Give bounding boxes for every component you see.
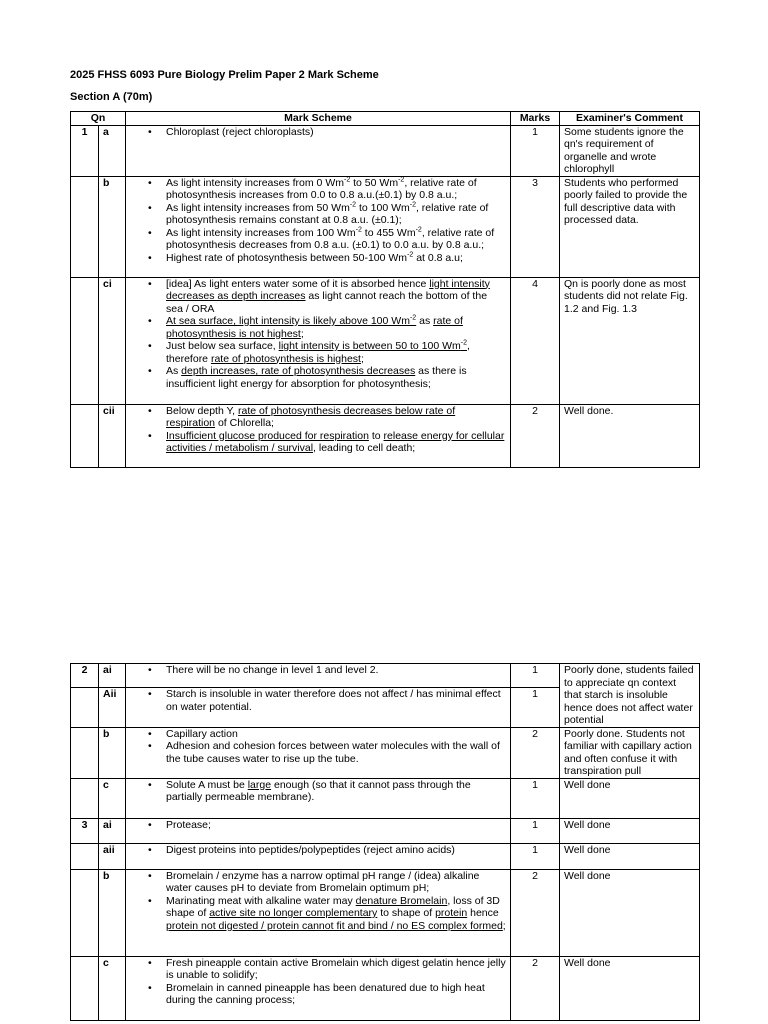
mark-point: • Highest rate of photosynthesis between 50-100 $Wm^{-2}$ at 0.8 a.u;: [130, 252, 506, 265]
mark-scheme-cell: [126, 956, 511, 1020]
mark-point: • Adhesion and cohesion forces between water molecules with the wall of the tube causes water to rise up the tube.: [130, 740, 506, 765]
question-part: b: [99, 727, 126, 778]
question-number: [71, 176, 99, 277]
mark-scheme-cell: [126, 818, 511, 843]
header-marks: Marks: [511, 112, 560, 126]
question-part: c: [99, 956, 126, 1020]
marks-cell: 2: [511, 869, 560, 956]
question-part: ai: [99, 818, 126, 843]
mark-points-list: [130, 405, 506, 455]
document-title: 2025 FHSS 6093 Pure Biology Prelim Paper 2 Mark Scheme: [70, 69, 379, 81]
question-part: cii: [99, 404, 126, 467]
header-examiners-comment: Examiner's Comment: [560, 112, 700, 126]
table-row: [71, 818, 700, 843]
mark-points-list: [130, 177, 506, 265]
question-part: b: [99, 869, 126, 956]
question-number: [71, 404, 99, 467]
mark-point: • Fresh pineapple contain active Bromelain which digest gelatin hence jelly is unable to solidify;: [130, 957, 506, 982]
examiner-comment: Some students ignore the qn's requirement of organelle and wrote chlorophyll: [560, 125, 700, 176]
table-row: [71, 778, 700, 818]
question-number: 3: [71, 818, 99, 843]
marks-cell: 2: [511, 404, 560, 467]
table-row: [71, 727, 700, 778]
table-row: [71, 404, 700, 467]
question-number: [71, 778, 99, 818]
examiner-comment: Poorly done, students failed to appreciate qn context that starch is insoluble hence does not affect water potential: [560, 664, 700, 728]
question-part: c: [99, 778, 126, 818]
mark-points-list: [130, 819, 506, 832]
question-number: 2: [71, 664, 99, 688]
mark-point: • At sea surface, light intensity is likely above 100 $Wm^{-2}$ as rate of photosynthesis is not highest;: [130, 315, 506, 340]
question-number: [71, 956, 99, 1020]
marks-cell: 1: [511, 843, 560, 869]
mark-point: • As depth increases, rate of photosynthesis decreases as there is insufficient light energy for absorption for photosynthesis;: [130, 365, 506, 390]
marks-cell: 4: [511, 277, 560, 404]
mark-point: • Capillary action: [130, 728, 506, 741]
question-number: [71, 277, 99, 404]
examiner-comment: Qn is poorly done as most students did not relate Fig. 1.2 and Fig. 1.3: [560, 277, 700, 404]
mark-point: • Insufficient glucose produced for respiration to release energy for cellular activities / metabolism / survival, leading to cell death;: [130, 430, 506, 455]
examiner-comment: Well done: [560, 869, 700, 956]
mark-scheme-cell: [126, 869, 511, 956]
examiner-comment: Well done: [560, 818, 700, 843]
mark-points-list: [130, 779, 506, 804]
mark-scheme-cell: [126, 727, 511, 778]
mark-point: • Chloroplast (reject chloroplasts): [130, 126, 506, 139]
mark-point: • Digest proteins into peptides/polypeptides (reject amino acids): [130, 844, 506, 857]
header-mark-scheme: Mark Scheme: [126, 112, 511, 126]
table-row: [71, 664, 700, 688]
mark-point: • Marinating meat with alkaline water may denature Bromelain, loss of 3D shape of active site no longer complementary to shape of protein hence protein not digested / protein cannot fit and bind / no ES complex formed;: [130, 895, 506, 933]
marks-cell: 3: [511, 176, 560, 277]
mark-point: • As light intensity increases from 50 $Wm^{-2}$ to 100 $Wm^{-2}$, relative rate of photosynthesis remains constant at 0.8 a.u. (±0.1);: [130, 202, 506, 227]
marks-cell: 1: [511, 664, 560, 688]
question-part: ci: [99, 277, 126, 404]
mark-point: • Below depth Y, rate of photosynthesis decreases below rate of respiration of Chlorella;: [130, 405, 506, 430]
section-title: Section A (70m): [70, 91, 153, 103]
question-number: [71, 869, 99, 956]
mark-point: • Just below sea surface, light intensity is between 50 to 100 $Wm^{-2}$, therefore rate of photosynthesis is highest;: [130, 340, 506, 365]
table-row: [71, 869, 700, 956]
examiner-comment: Well done.: [560, 404, 700, 467]
question-number: 1: [71, 125, 99, 176]
mark-points-list: [130, 870, 506, 933]
mark-points-list: [130, 957, 506, 1007]
mark-scheme-cell: [126, 404, 511, 467]
question-number: [71, 843, 99, 869]
question-part: aii: [99, 843, 126, 869]
mark-points-list: [130, 728, 506, 766]
mark-scheme-cell: [126, 688, 511, 727]
mark-point: • Protease;: [130, 819, 506, 832]
marks-cell: 2: [511, 727, 560, 778]
mark-points-list: [130, 664, 506, 677]
mark-point: • As light intensity increases from 0 $Wm^{-2}$ to 50 $Wm^{-2}$, relative rate of photosynthesis increases from 0.0 to 0.8 a.u.(±0.1) by 0.8 a.u.;: [130, 177, 506, 202]
examiner-comment: Students who performed poorly failed to provide the full descriptive data with processed data.: [560, 176, 700, 277]
table-header-row: [71, 112, 700, 126]
examiner-comment: Well done: [560, 956, 700, 1020]
mark-point: • Bromelain in canned pineapple has been denatured due to high heat during the canning process;: [130, 982, 506, 1007]
table-row: [71, 956, 700, 1020]
marks-cell: 1: [511, 778, 560, 818]
marks-cell: 1: [511, 688, 560, 727]
marks-cell: 2: [511, 956, 560, 1020]
mark-points-list: [130, 844, 506, 857]
mark-scheme-cell: [126, 176, 511, 277]
mark-scheme-cell: [126, 277, 511, 404]
question-number: [71, 688, 99, 727]
table-row: [71, 176, 700, 277]
mark-scheme-cell: [126, 125, 511, 176]
examiner-comment: Well done: [560, 843, 700, 869]
mark-point: • Solute A must be large enough (so that it cannot pass through the partially permeable membrane).: [130, 779, 506, 804]
table-row: [71, 843, 700, 869]
marks-cell: 1: [511, 818, 560, 843]
examiner-comment: Well done: [560, 778, 700, 818]
mark-point: • There will be no change in level 1 and level 2.: [130, 664, 506, 677]
mark-point: • Bromelain / enzyme has a narrow optimal pH range / (idea) alkaline water causes pH to deviate from Bromelain optimum pH;: [130, 870, 506, 895]
question-part: b: [99, 176, 126, 277]
question-part: a: [99, 125, 126, 176]
table-row: [71, 277, 700, 404]
mark-scheme-cell: [126, 664, 511, 688]
mark-point: • [idea] As light enters water some of it is absorbed hence light intensity decreases as depth increases as light cannot reach the bottom of the sea / ORA: [130, 278, 506, 316]
question-part: ai: [99, 664, 126, 688]
mark-points-list: [130, 688, 506, 713]
mark-scheme-cell: [126, 778, 511, 818]
examiner-comment: Poorly done. Students not familiar with capillary action and often confuse it with transpiration pull: [560, 727, 700, 778]
mark-points-list: [130, 126, 506, 139]
mark-point: • As light intensity increases from 100 $Wm^{-2}$ to 455 $Wm^{-2}$, relative rate of photosynthesis decreases from 0.8 a.u. (±0.1) to 0.0 a.u. by 0.8 a.u.;: [130, 227, 506, 252]
mark-scheme-table-section-a: [70, 111, 700, 468]
header-qn: Qn: [71, 112, 126, 126]
mark-scheme-cell: [126, 843, 511, 869]
mark-point: • Starch is insoluble in water therefore does not affect / has minimal effect on water potential.: [130, 688, 506, 713]
mark-scheme-table-continued: [70, 663, 700, 1021]
marks-cell: 1: [511, 125, 560, 176]
question-part: Aii: [99, 688, 126, 727]
table-row: [71, 125, 700, 176]
mark-points-list: [130, 278, 506, 391]
question-number: [71, 727, 99, 778]
